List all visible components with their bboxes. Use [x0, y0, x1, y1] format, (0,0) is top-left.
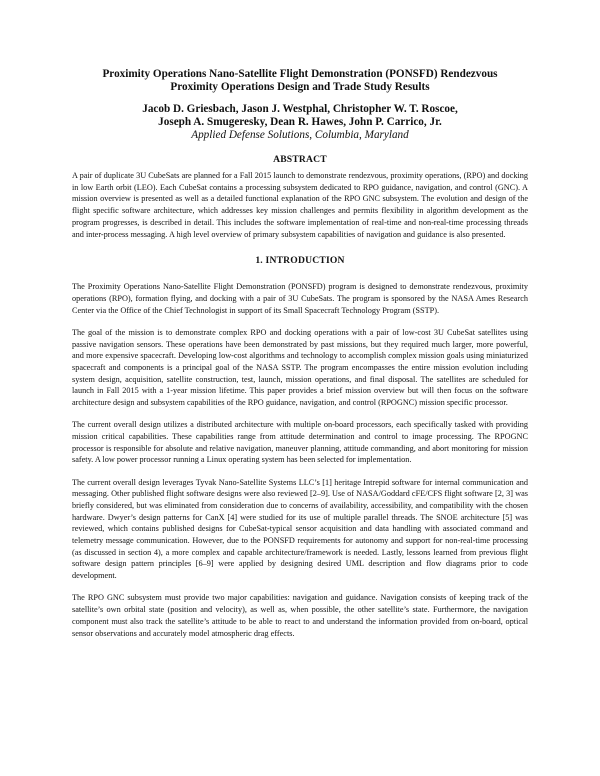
intro-paragraph: The RPO GNC subsystem must provide two major capabilities: navigation and guidance. Navigation consists of keeping track of the satellite’s own orbital state (position and velocity), as well as, when possible, the other satellite’s state. Furthermore, the navigation component must also track the satellite’s attitude to be able to react to and understand the information provided from on-board, optical sensor observations and accurately model atmospheric drag effects. — [72, 593, 528, 638]
intro-paragraph: The Proximity Operations Nano-Satellite Flight Demonstration (PONSFD) program is designed to demonstrate rendezvous, proximity operations (RPO), formation flying, and docking with a pair of 3U CubeSats. The program is sponsored by the NASA Ames Research Center via the Office of the Chief Technologist in support of its Small Spacecraft Technology Program (SSTP). — [72, 282, 528, 315]
intro-paragraph: The current overall design leverages Tyvak Nano-Satellite Systems LLC’s [1] heritage Intrepid software for internal communication and messaging. Other published flight software designs were also reviewed [2–9]. Use of NASA/Goddard cFE/CFS flight software [2, 3] was briefly considered, but was eliminated from consideration due to concerns of availability, accessibility, and compatibility with the chosen hardware. Dwyer’s design patterns for CanX [4] were studied for its use of multiple parallel threads. The SNOE architecture [5] was reviewed, which contains published designs for CubeSat-typical sensor acquisition and data handling with associated command and telemetry message communication. However, due to the PONSFD requirements for autonomy and support for non-real-time processing (as discussed in section 4), a more complex and capable architecture/framework is needed. Lastly, lessons learned from previous flight software design pattern principles [6–9] were applied by designing desired UML description and flow diagrams prior to code development. — [72, 477, 528, 581]
introduction-body — [72, 281, 528, 639]
author-list — [72, 103, 528, 129]
title-line-1: Proximity Operations Nano-Satellite Flight Demonstration (PONSFD) Rendezvous — [102, 68, 498, 80]
affiliation: Applied Defense Solutions, Columbia, Maryland — [191, 129, 409, 141]
introduction-heading: 1. INTRODUCTION — [255, 255, 345, 267]
intro-paragraph: The goal of the mission is to demonstrate complex RPO and docking operations with a pair of low-cost 3U CubeSat satellites using passive navigation sensors. These operations have been demonstrated by past missions, but they required much larger, more powerful, and more expensive spacecraft. Developing low-cost algorithms and technology to accomplish complex mission goals using miniaturized spacecraft and components is a principal goal of the NASA SSTP. The program encompasses the entire mission evolution including system design, acquisition, satellite construction, test, launch, mission operations, and final disposal. The satellites are scheduled for launch in Fall 2015 with a 1-year mission lifetime. This paper provides a brief mission overview but will then focus on the software architecture design and subsystem capabilities of the RPO guidance, navigation, and control (RPOGNC) mission specific processor. — [72, 327, 528, 408]
authors-line-1: Jacob D. Griesbach, Jason J. Westphal, Christopher W. T. Roscoe, — [142, 103, 458, 115]
paper-title — [78, 68, 522, 94]
authors-line-2: Joseph A. Smugeresky, Dean R. Hawes, John P. Carrico, Jr. — [158, 116, 442, 128]
title-line-2: Proximity Operations Design and Trade Study Results — [170, 81, 430, 93]
intro-paragraph: The current overall design utilizes a distributed architecture with multiple on-board processors, each specifically tasked with providing mission critical capabilities. These capabilities range from attitude determination and control to image processing. The RPOGNC processor is responsible for absolute and relative navigation, maneuver planning, attitude commanding, and abort monitoring for mission safety. A low power processor running a Linux operating system has been selected for implementation. — [72, 420, 528, 465]
abstract-heading: ABSTRACT — [273, 154, 327, 165]
abstract-section — [72, 170, 528, 240]
abstract-text: A pair of duplicate 3U CubeSats are planned for a Fall 2015 launch to demonstrate rendezvous, proximity operations, (RPO) and docking in low Earth orbit (LEO). Each CubeSat contains a processing subsystem dedicated to RPO guidance, navigation, and control (GNC). A mission overview is presented as well as a detailed functional explanation of the RPO GNC subsystem. The evolution and design of the flight specific software architecture, which addresses key mission challenges and permits flexibility in algorithm development as the program progresses, is described in detail. This includes the software implementation of real-time and non-real-time processing threads and inter-process messaging. A high level overview of primary subsystem capabilities of navigation and guidance is also presented. — [72, 171, 528, 239]
